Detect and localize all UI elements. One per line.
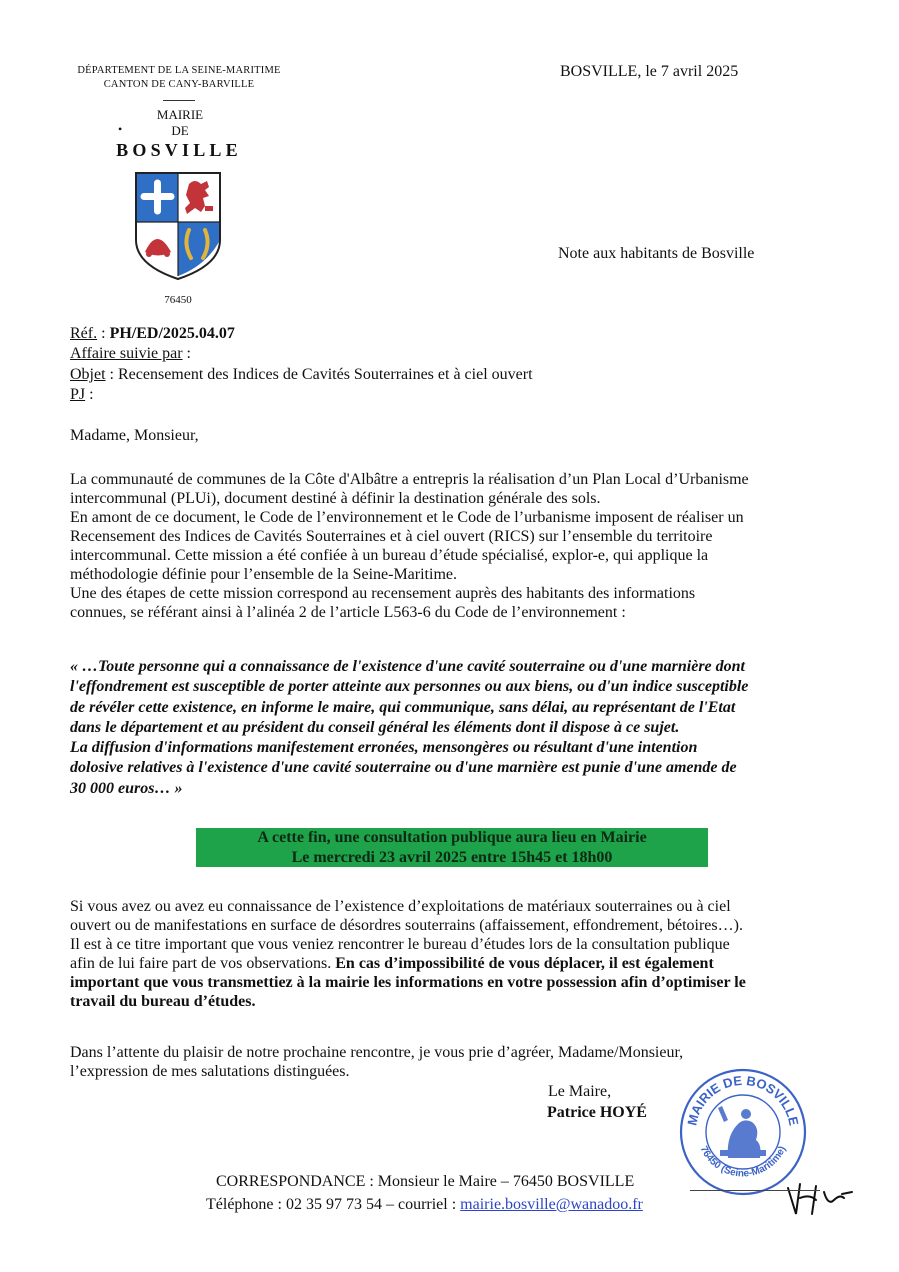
letterhead-divider	[163, 100, 195, 101]
body-line: Une des étapes de cette mission correspond au recensement auprès des habitants des informations	[70, 585, 696, 602]
pj-label: PJ	[70, 386, 86, 403]
town-name: BOSVILLE	[116, 140, 242, 160]
date-line: BOSVILLE, le 7 avril 2025	[560, 63, 739, 80]
quote-line: La diffusion d'informations manifestement erronées, mensongères ou résultant d'une intention	[70, 739, 698, 757]
body-line: ouvert ou de manifestations en surface de désordres souterrains (affaissement, effondrement, bétoires…).	[70, 917, 743, 934]
body-line: Il est à ce titre important que vous veniez rencontrer le bureau d’études lors de la consultation publique	[70, 936, 730, 953]
consultation-date: Le mercredi 23 avril 2025 entre 15h45 et 18h00	[291, 848, 613, 866]
mairie-label: MAIRIE	[156, 107, 204, 122]
mayor-name: Patrice HOYÉ	[547, 1104, 647, 1121]
signature-scribble	[786, 1178, 858, 1218]
consultation-highlight	[196, 828, 708, 867]
objet-text: : Recensement des Indices de Cavités Souterraines et à ciel ouvert	[105, 366, 533, 383]
ref-label: Réf.	[70, 325, 98, 342]
body-line	[70, 954, 840, 973]
objet-label: Objet	[70, 366, 106, 383]
canton-name: CANTON DE CANY-BARVILLE	[103, 79, 255, 90]
quote-line: l'effondrement est susceptible de porter atteinte aux personnes ou aux biens, ou d'un indice susceptible	[70, 678, 749, 696]
body-line: méthodologie définie pour l’ensemble de la Seine-Maritime.	[70, 566, 457, 583]
quote-line: dans le département et au président du conseil général les éléments dont il dispose à ce sujet.	[70, 718, 680, 736]
intro-paragraph	[70, 470, 840, 622]
pj-separator: :	[85, 386, 94, 403]
body-line: intercommunal (PLUi), document destiné à définir la destination générale des sols.	[70, 490, 601, 507]
body-text: afin de lui faire part de vos observations.	[70, 955, 336, 972]
quote-line: dolosive relatives à l'existence d'une cavité souterraine ou d'une marnière est punie d'une amende de	[70, 759, 737, 777]
body-emphasis: En cas d’impossibilité de vous déplacer, il est également	[335, 955, 714, 972]
body-line: Recensement des Indices de Cavités Souterraines et à ciel ouvert (RICS) sur l’ensemble du territoire	[70, 528, 713, 545]
footer-phone: Téléphone : 02 35 97 73 54 – courriel :	[206, 1196, 461, 1213]
objet-line	[70, 365, 533, 384]
reference-line	[70, 324, 235, 343]
pj-line	[70, 385, 94, 404]
letterhead-mairie	[130, 107, 230, 139]
body-line: intercommunal. Cette mission a été confiée à un bureau d’étude spécialisé, explor-e, qui applique la	[70, 547, 709, 564]
closing-line: Dans l’attente du plaisir de notre prochaine rencontre, je vous prie d’agréer, Madame/Monsieur,	[70, 1044, 684, 1061]
observations-paragraph	[70, 897, 840, 1011]
ref-value: PH/ED/2025.04.07	[109, 325, 235, 342]
decorative-dot: •	[118, 122, 123, 136]
note-title: Note aux habitants de Bosville	[558, 245, 755, 262]
letterhead-department	[70, 64, 288, 92]
mayor-title: Le Maire,	[548, 1083, 612, 1100]
affaire-line	[70, 344, 191, 363]
closing-line: l’expression de mes salutations distinguées.	[70, 1063, 350, 1080]
body-emphasis-line: travail du bureau d’études.	[70, 993, 256, 1010]
footer-correspondence: CORRESPONDANCE : Monsieur le Maire – 76450 BOSVILLE	[216, 1173, 635, 1190]
body-line: connues, se référant ainsi à l’alinéa 2 de l’article L563-6 du Code de l’environnement :	[70, 604, 626, 621]
de-label: DE	[171, 123, 189, 138]
coat-of-arms-logo	[133, 170, 223, 282]
quote-line: 30 000 euros… »	[70, 779, 183, 797]
letterhead-postcode: 76450	[164, 294, 192, 306]
body-line: La communauté de communes de la Côte d'Albâtre a entrepris la réalisation d’un Plan Local d’Urbanisme	[70, 471, 749, 488]
body-line: En amont de ce document, le Code de l’environnement et le Code de l’urbanisme imposent de réaliser un	[70, 509, 744, 526]
svg-text:76450 (Seine-Maritime): 76450 (Seine-Maritime)	[697, 1144, 789, 1180]
consultation-line: A cette fin, une consultation publique aura lieu en Mairie	[257, 829, 647, 846]
quote-line: « …Toute personne qui a connaissance de l'existence d'une cavité souterraine ou d'une marnière dont	[70, 658, 745, 675]
ref-separator: :	[97, 325, 110, 342]
affaire-label: Affaire suivie par	[70, 345, 183, 362]
department-name: DÉPARTEMENT DE LA SEINE-MARITIME	[77, 65, 281, 76]
email-link[interactable]: mairie.bosville@wanadoo.fr	[460, 1196, 643, 1213]
salutation: Madame, Monsieur,	[70, 427, 199, 444]
svg-text:MAIRIE DE BOSVILLE: MAIRIE DE BOSVILLE	[684, 1072, 802, 1127]
body-emphasis-line: important que vous transmettiez à la mairie les informations en votre possession afin d’optimiser le	[70, 974, 746, 991]
quote-line: de révéler cette existence, en informe le maire, qui communique, sans délai, au représentant de l'Etat	[70, 698, 736, 716]
legal-quote	[70, 657, 860, 799]
affaire-separator: :	[182, 345, 191, 362]
signature-line	[690, 1190, 820, 1191]
body-line: Si vous avez ou avez eu connaissance de l’existence d’exploitations de matériaux souterraines ou à ciel	[70, 898, 731, 915]
footer-contact	[206, 1196, 643, 1214]
